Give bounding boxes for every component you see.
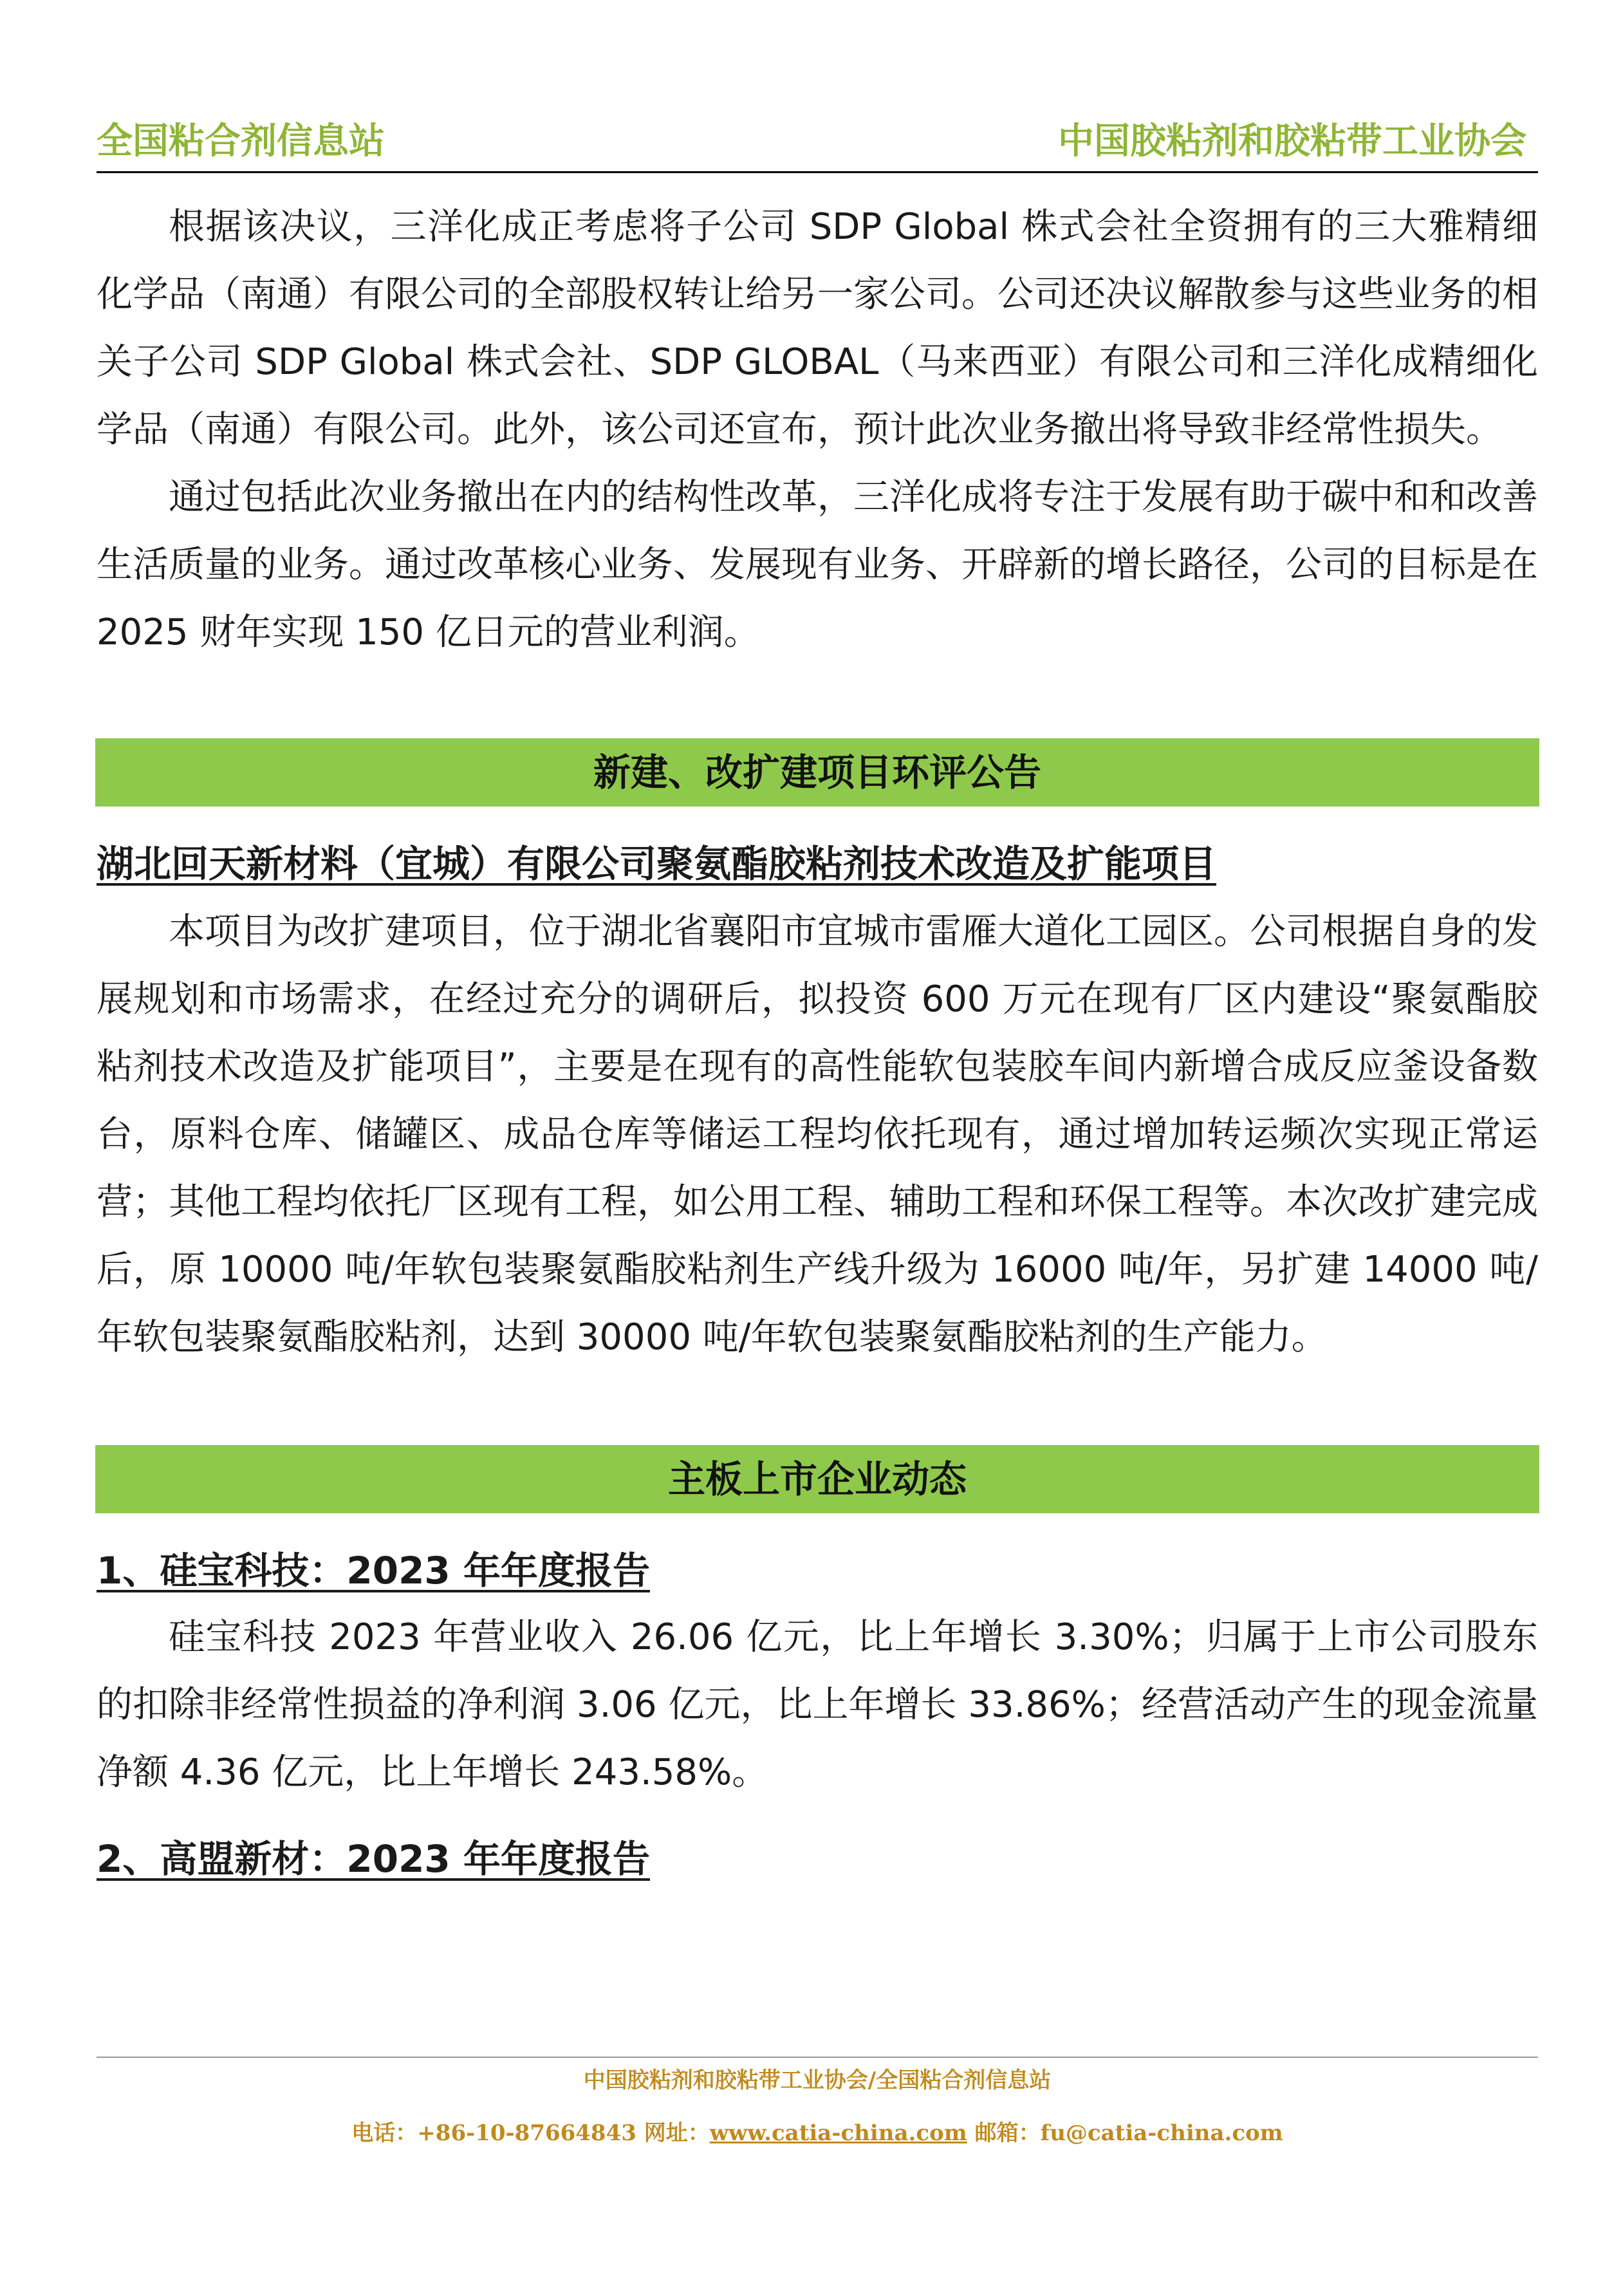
header-association-name: 中国胶粘剂和胶粘带工业协会 xyxy=(1058,120,1526,162)
footer-divider xyxy=(97,2057,1538,2058)
section-banner-eia: 新建、改扩建项目环评公告 xyxy=(95,738,1539,807)
project-title: 湖北回天新材料（宜城）有限公司聚氨酯胶粘剂技术改造及扩能项目 xyxy=(97,842,1217,886)
intro-paragraph-2: 通过包括此次业务撤出在内的结构性改革，三洋化成将专注于发展有助于碳中和和改善生活质量的业务。通过改革核心业务、发展现有业务、开辟新的增长路径，公司的目标是在 2025 财年实现 150 亿日元的营业利润。 xyxy=(97,476,1538,653)
footer-contact xyxy=(97,2118,1538,2149)
company-report-title-2: 2、高盟新材：2023 年年度报告 xyxy=(97,1837,650,1881)
project-description xyxy=(97,898,1538,1371)
intro-paragraph-1: 根据该决议，三洋化成正考虑将子公司 SDP Global 株式会社全资拥有的三大雅精细化学品（南通）有限公司的全部股权转让给另一家公司。公司还决议解散参与这些业务的相关子公司 SDP Global 株式会社、SDP GLOBAL（马来西亚）有限公司和三洋化成精细化学品（南通）有限公司。此外，该公司还宣布，预计此次业务撤出将导致非经常性损失。 xyxy=(97,206,1538,451)
company-report-body-1 xyxy=(97,1603,1538,1806)
header-site-name: 全国粘合剂信息站 xyxy=(97,120,385,162)
section-banner-listed-companies: 主板上市企业动态 xyxy=(95,1445,1539,1513)
intro-text xyxy=(97,193,1538,666)
footer-phone: 电话：+86-10-87664843 网址： xyxy=(351,2120,710,2146)
footer-email: 邮箱：fu@catia-china.com xyxy=(967,2120,1283,2146)
header-divider xyxy=(97,171,1538,173)
project-paragraph: 本项目为改扩建项目，位于湖北省襄阳市宜城市雷雁大道化工园区。公司根据自身的发展规划和市场需求，在经过充分的调研后，拟投资 600 万元在现有厂区内建设“聚氨酯胶粘剂技术改造及扩能项目”，主要是在现有的高性能软包装胶车间内新增合成反应釜设备数台，原料仓库、储罐区、成品仓库等储运工程均依托现有，通过增加转运频次实现正常运营；其他工程均依托厂区现有工程，如公用工程、辅助工程和环保工程等。本次改扩建完成后，原 10000 吨/年软包装聚氨酯胶粘剂生产线升级为 16000 吨/年，另扩建 14000 吨/年软包装聚氨酯胶粘剂，达到 30000 吨/年软包装聚氨酯胶粘剂的生产能力。 xyxy=(97,911,1538,1358)
company-report-title-1: 1、硅宝科技：2023 年年度报告 xyxy=(97,1549,650,1592)
footer-organization: 中国胶粘剂和胶粘带工业协会/全国粘合剂信息站 xyxy=(583,2067,1052,2093)
footer-website-link[interactable]: www.catia-china.com xyxy=(709,2120,967,2146)
report-paragraph-1: 硅宝科技 2023 年营业收入 26.06 亿元，比上年增长 3.30%；归属于上市公司股东的扣除非经常性损益的净利润 3.06 亿元，比上年增长 33.86%；经营活动产生的现金流量净额 4.36 亿元，比上年增长 243.58%。 xyxy=(97,1616,1538,1793)
